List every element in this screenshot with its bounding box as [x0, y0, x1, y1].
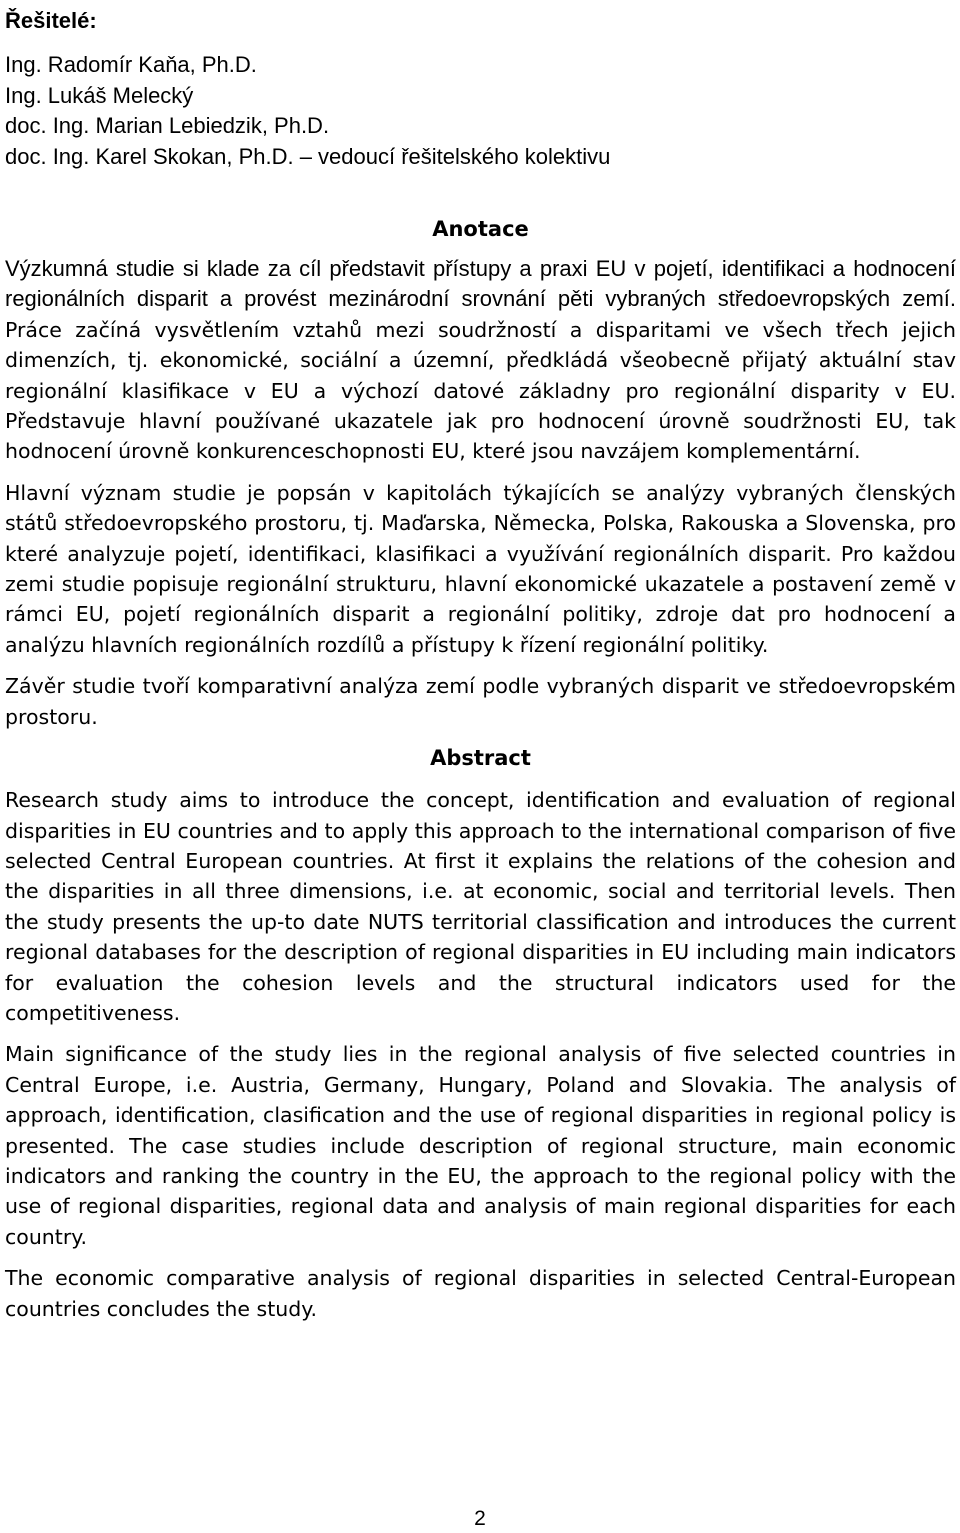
- solver-name: Ing. Radomír Kaňa, Ph.D.: [5, 52, 257, 77]
- abstract-paragraph-2: Main significance of the study lies in the regional analysis of five selected countries in Central Europe, i.e. Austria, Germany, Hungary, Poland and Slovakia. The analysis of approach, identification, clasification and the use of regional disparities in regional policy is presented. The case studies include description of regional structure, main economic indicators and ranking the country in the EU, the approach to the regional policy with the use of regional disparities, regional data and analysis of main regional disparities for each country.: [5, 1042, 956, 1249]
- solver-name: Ing. Lukáš Melecký: [5, 82, 194, 108]
- anotace-title: Anotace: [432, 217, 529, 241]
- page-number: 2: [474, 1507, 486, 1530]
- solver-name: doc. Ing. Marian Lebiedzik, Ph.D.: [5, 113, 330, 138]
- anotace-paragraph-3: Závěr studie tvoří komparativní analýza zemí podle vybraných disparit ve středoevropském prostoru.: [5, 674, 956, 729]
- anotace-paragraph-2: Hlavní význam studie je popsán v kapitolách týkajících se analýzy vybraných členských států středoevropského prostoru, tj. Maďarska, Německa, Polska, Rakouska a Slovenska, pro které analyzuje pojetí, identifikaci, klasifikaci a využívání regionálních disparit. Pro každou zemi studie popisuje regionální strukturu, hlavní ekonomické ukazatele a postavení země v rámci EU, pojetí regionálních disparit a regionální politiky, zdroje dat pro hodnocení a analýzu hlavních regionálních rozdílů a přístupy k řízení regionální politiky.: [5, 480, 956, 657]
- abstract-paragraph-1: Research study aims to introduce the concept, identification and evaluation of regional disparities in EU countries and to apply this approach to the international comparison of five selected Central European countries. At first it explains the relations of the cohesion and the disparities in all three dimensions, i.e. at economic, social and territorial levels. Then the study presents the up-to date NUTS territorial classification and introduces the current regional databases for the description of regional disparities in EU including main indicators for evaluation the cohesion levels and the structural indicators used for the competitiveness.: [5, 788, 956, 1025]
- solvers-heading: Řešitelé:: [5, 8, 97, 33]
- solvers-list: [5, 50, 956, 172]
- abstract-title: Abstract: [430, 746, 531, 771]
- solver-name-lead: doc. Ing. Karel Skokan, Ph.D. – vedoucí řešitelského kolektivu: [5, 143, 611, 169]
- anotace-paragraph-1-lead: Výzkumná studie si klade za cíl představit přístupy a praxi EU v pojetí, identifikaci a hodnocení regionálních disparit a provést mezinárodní srovnání pěti vybraných středoevropských zemí.: [5, 256, 956, 312]
- abstract-paragraph-3: The economic comparative analysis of regional disparities in selected Central-European countries concludes the study.: [5, 1266, 956, 1321]
- anotace-paragraph-1: [5, 254, 956, 467]
- anotace-paragraph-1-rest: Práce začíná vysvětlením vztahů mezi soudržností a disparitami ve všech třech jejich dimenzích, tj. ekonomické, sociální a územní, předkládá všeobecně přijatý aktuální stav regionální klasifikace v EU a výchozí datové základny pro regionální disparity v EU. Představuje hlavní používané ukazatele jak pro hodnocení úrovně soudržnosti EU, tak hodnocení úrovně konkurenceschopnosti EU, které jsou navzájem komplementární.: [5, 317, 956, 464]
- document-page: [5, 6, 956, 1324]
